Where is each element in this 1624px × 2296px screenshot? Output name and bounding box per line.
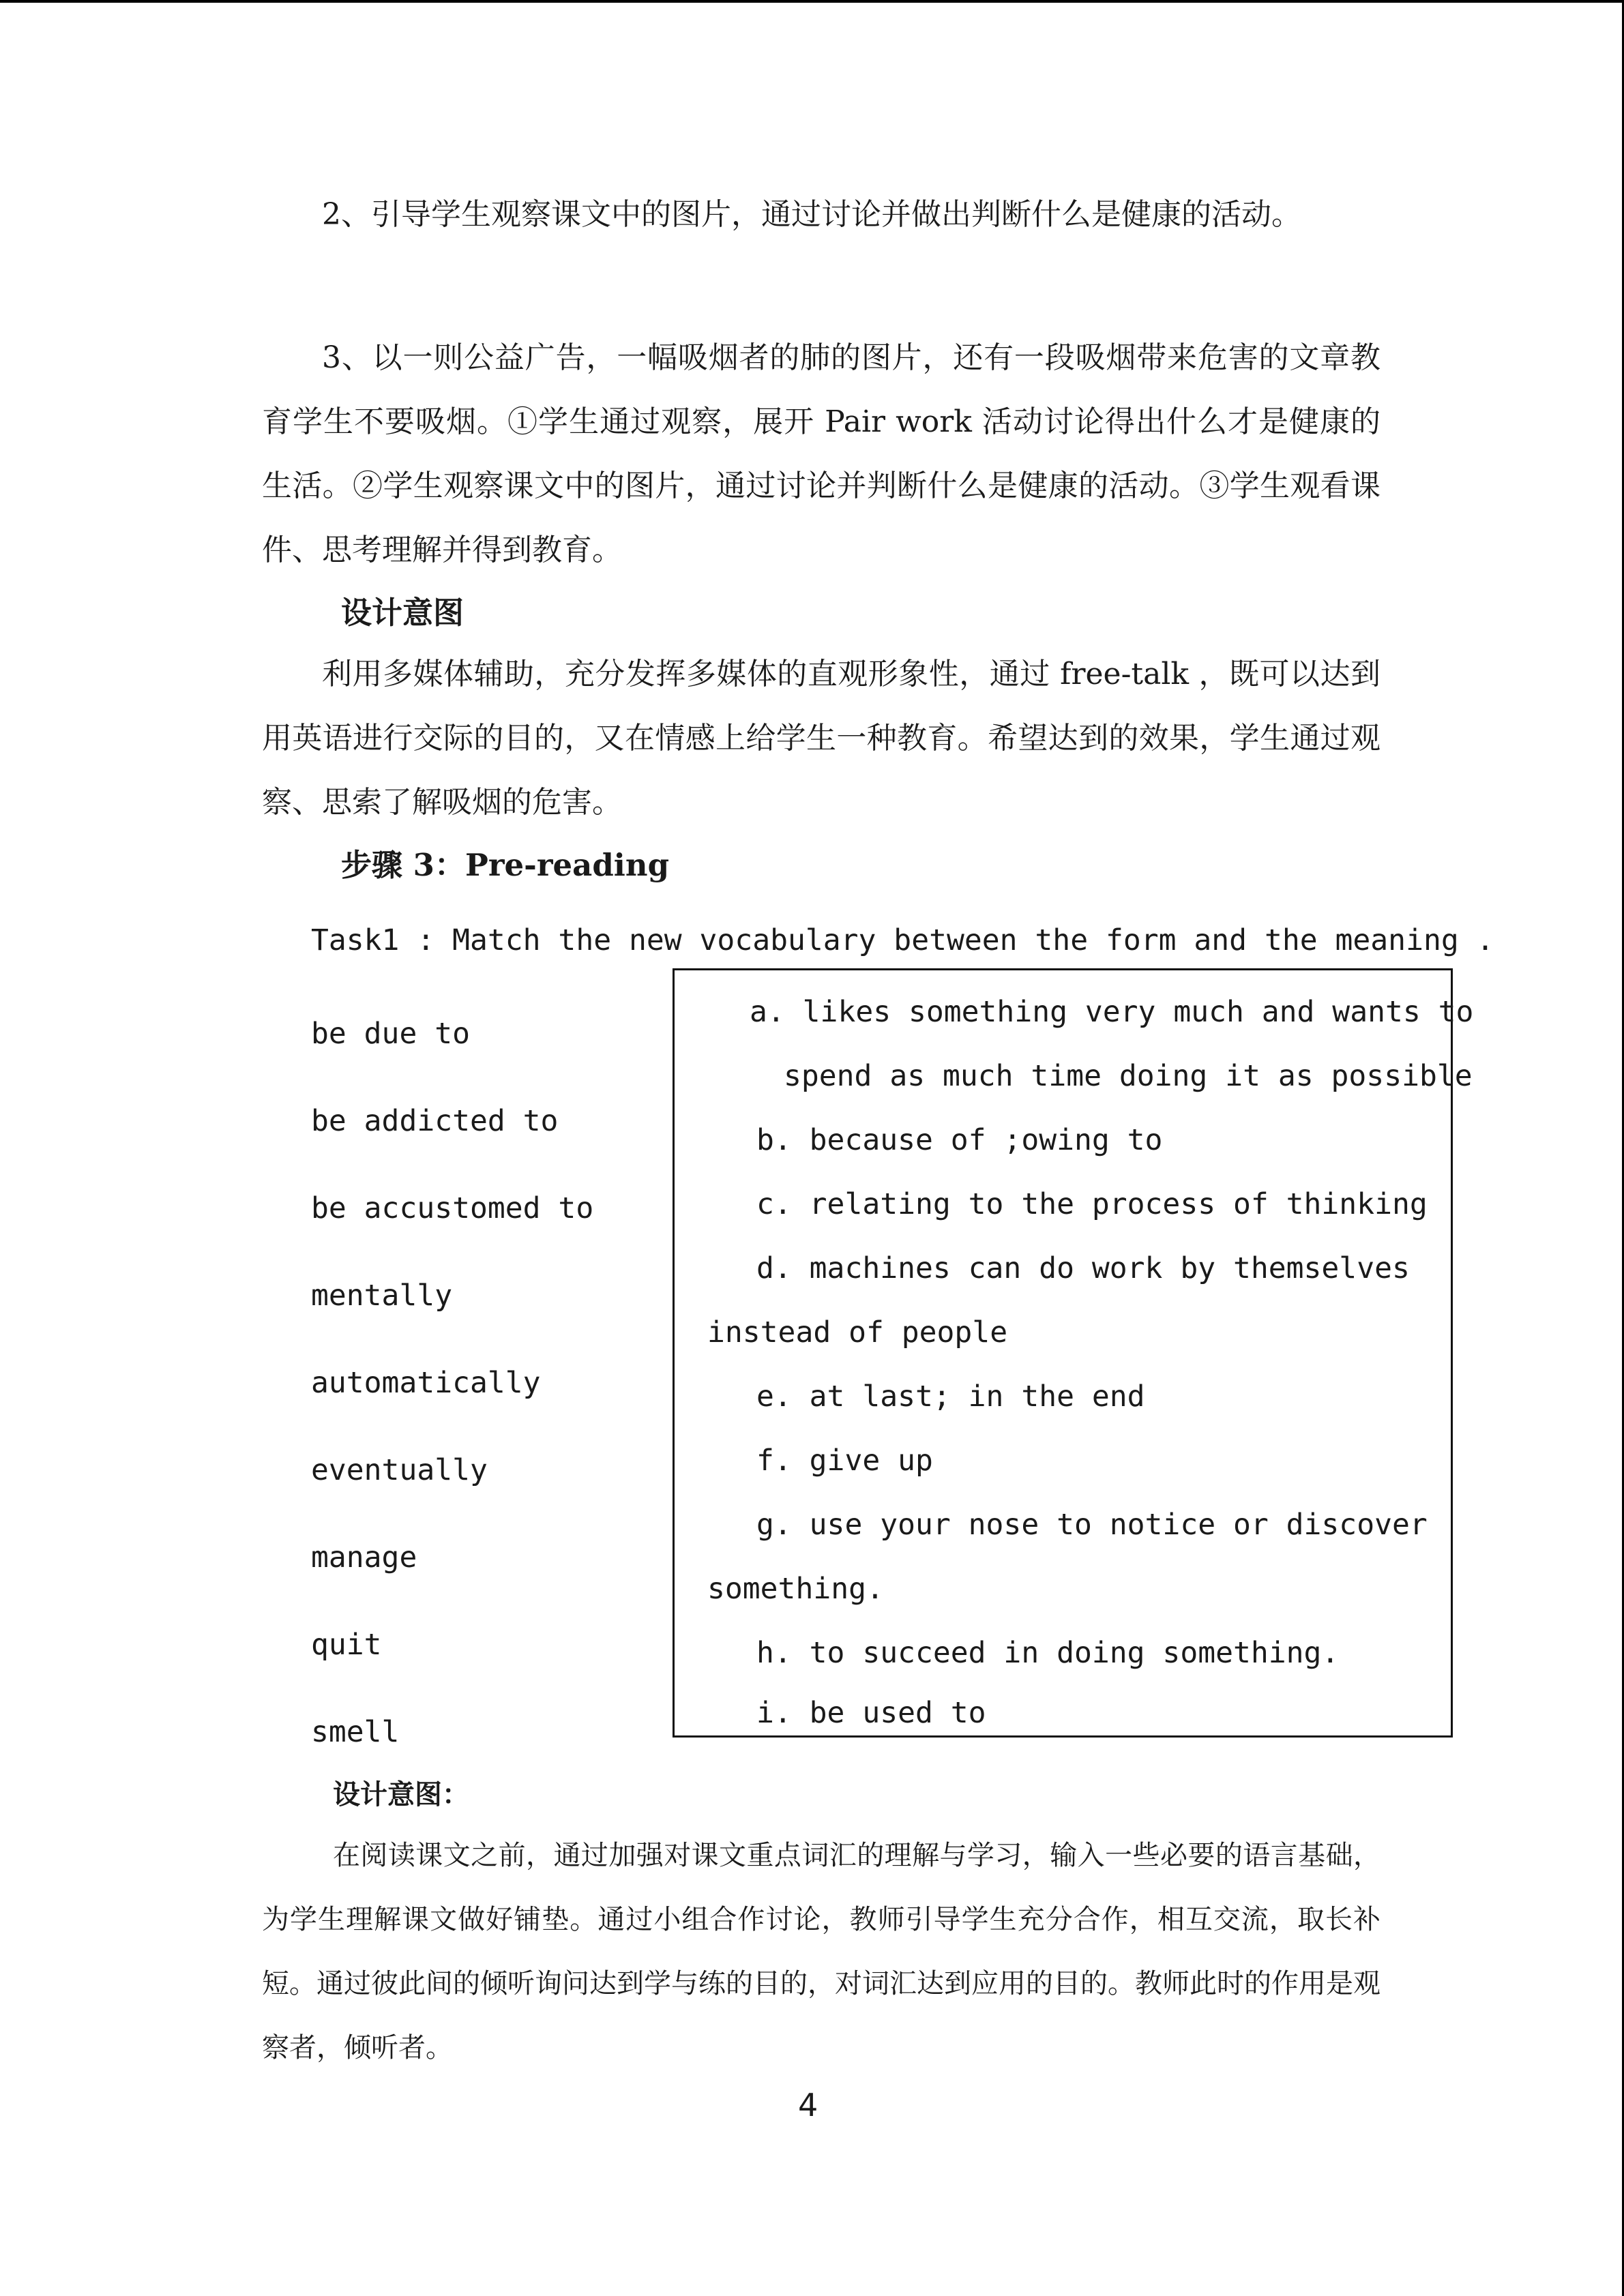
page-number: 4 [798, 2087, 818, 2123]
top-border-line [0, 0, 1624, 3]
vocabulary-item: mentally [311, 1279, 453, 1313]
meaning-line: instead of people [707, 1315, 1008, 1350]
meaning-line: e. at last; in the end [756, 1380, 1145, 1414]
vocabulary-item: be addicted to [311, 1104, 559, 1138]
meaning-line: f. give up [756, 1444, 933, 1478]
vocabulary-item: be due to [311, 1017, 470, 1051]
vocabulary-item: automatically [311, 1366, 541, 1400]
meaning-line: h. to succeed in doing something. [756, 1636, 1340, 1670]
paragraph-design-intent-2: 在阅读课文之前，通过加强对课文重点词汇的理解与学习，输入一些必要的语言基础，为学生理解课文做好铺垫。通过小组合作讨论，教师引导学生充分合作，相互交流，取长补短。通过彼此间的倾听询问达到学与练的目的，对词汇达到应用的目的。教师此时的作用是观察者，倾听者。 [262, 1840, 1381, 2063]
task-instruction: Task1 : Match the new vocabulary between the form and the meaning . [311, 923, 1494, 957]
meanings-box [673, 968, 1474, 1738]
meaning-line: spend as much time doing it as possible [784, 1059, 1473, 1093]
vocabulary-item: manage [311, 1540, 417, 1575]
step-3-heading: 步骤 3：Pre-reading [341, 847, 670, 883]
meaning-line: b. because of ;owing to [756, 1123, 1163, 1157]
meaning-line: i. be used to [756, 1696, 986, 1730]
design-intent-heading-2: 设计意图： [333, 1778, 469, 1810]
paragraph-step-2: 2、引导学生观察课文中的图片，通过讨论并做出判断什么是健康的活动。 [322, 197, 1301, 232]
vocabulary-item: be accustomed to [311, 1191, 594, 1225]
vocabulary-item: smell [311, 1715, 400, 1749]
meaning-line: g. use your nose to notice or discover [756, 1508, 1428, 1542]
paragraph-step-3: 3、以一则公益广告，一幅吸烟者的肺的图片，还有一段吸烟带来危害的文章教育学生不要吸烟。①学生通过观察，展开 Pair work 活动讨论得出什么才是健康的生活。②学生观察课文中的图片，通过讨论并判断什么是健康的活动。③学生观看课件、思考理解并得到教育。 [262, 340, 1381, 567]
paragraph-design-intent: 利用多媒体辅助，充分发挥多媒体的直观形象性，通过 free-talk ，既可以达到用英语进行交际的目的，又在情感上给学生一种教育。希望达到的效果，学生通过观察、思索了解吸烟的危害。 [262, 657, 1381, 820]
design-intent-heading: 设计意图 [341, 595, 464, 631]
vocabulary-list [311, 1007, 593, 1792]
meaning-line: something. [707, 1572, 884, 1606]
meaning-line: c. relating to the process of thinking [756, 1187, 1428, 1221]
meaning-line: a. likes something very much and wants to [750, 995, 1474, 1029]
vocabulary-item: quit [311, 1628, 382, 1662]
meaning-line: d. machines can do work by themselves [756, 1251, 1410, 1285]
vocabulary-item: eventually [311, 1453, 488, 1487]
